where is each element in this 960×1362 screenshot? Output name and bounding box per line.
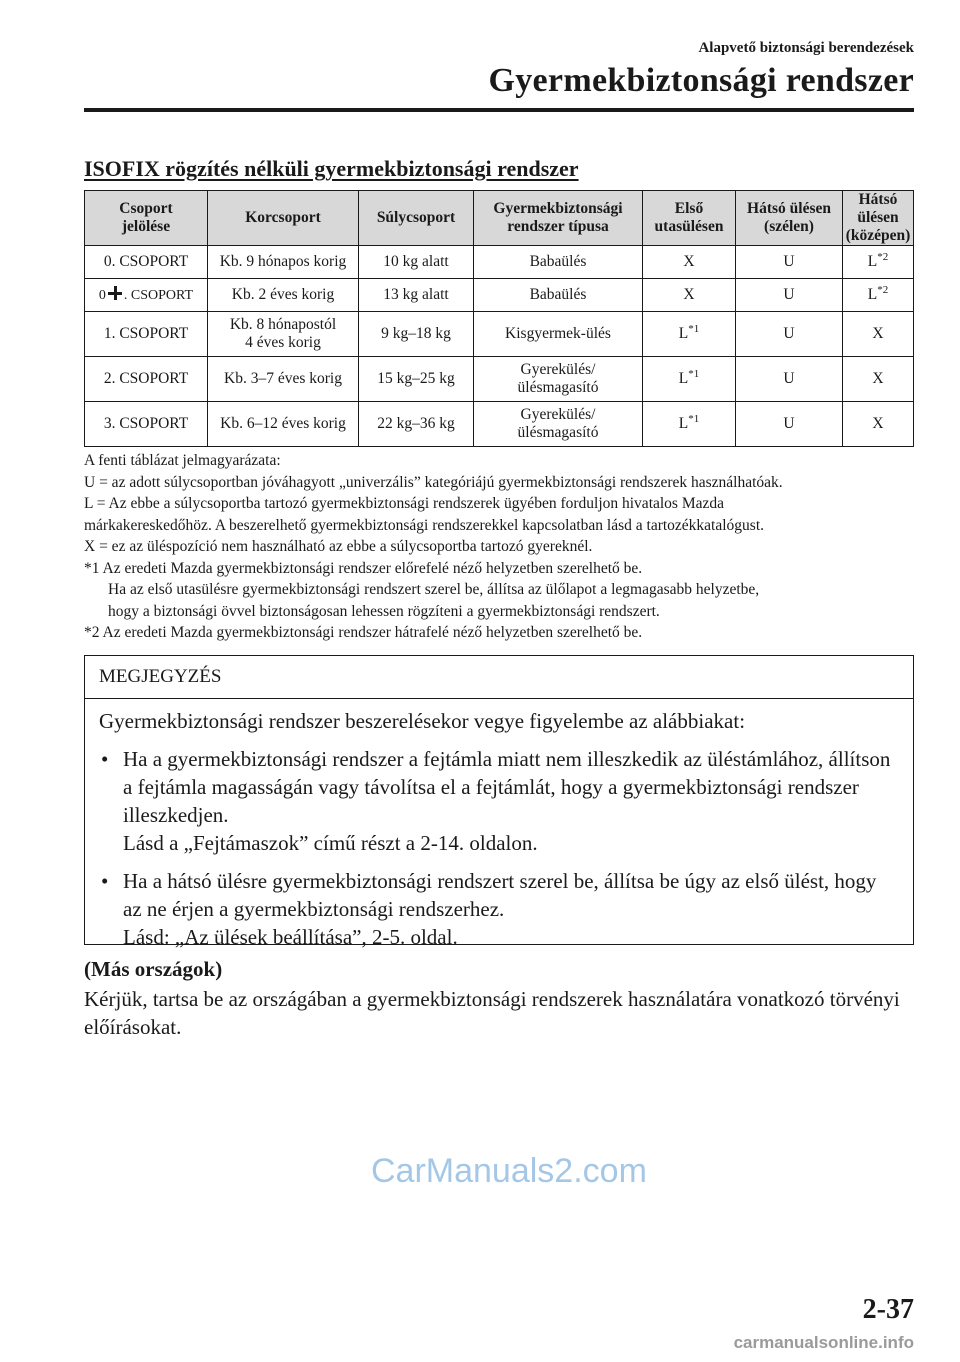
type-cell: Gyerekülés/ ülésmagasító <box>474 402 643 447</box>
note-bullet-ref: Lásd a „Fejtámaszok” című részt a 2-14. oldalon. <box>123 831 538 855</box>
age-cell: Kb. 3–7 éves korig <box>208 357 359 402</box>
note-bullet-ref: Lásd: „Az ülések beállítása”, 2-5. oldal. <box>123 925 458 949</box>
front-cell: $L^{*1}$ <box>643 402 736 447</box>
rear-middle-cell: $L^{*2}$ <box>843 279 914 312</box>
rear-middle-cell: X <box>843 402 914 447</box>
rear-side-cell: U <box>736 279 843 312</box>
legend-l-cont: márkakereskedőhöz. A beszerelhető gyermekbiztonsági rendszerekkel kapcsolatban lásd a tartozékkatalógust. <box>84 516 765 534</box>
page-number: 2-37 <box>862 1294 914 1325</box>
table-row <box>85 402 914 447</box>
age-cell: Kb. 6–12 éves korig <box>208 402 359 447</box>
age-cell: Kb. 8 hónapostól 4 éves korig <box>208 312 359 357</box>
age-cell: Kb. 9 hónapos korig <box>208 246 359 279</box>
rear-middle-cell: $L^{*2}$ <box>843 246 914 279</box>
front-cell: X <box>643 279 736 312</box>
col-header-age: Korcsoport <box>208 191 359 246</box>
weight-cell: 13 kg alatt <box>359 279 474 312</box>
front-cell: X <box>643 246 736 279</box>
table-row <box>85 312 914 357</box>
table-row <box>85 279 914 312</box>
other-countries-text: Kérjük, tartsa be az országában a gyermekbiztonsági rendszerek használatára vonatkozó törvényi előírásokat. <box>84 987 900 1039</box>
col-header-group: Csoport jelölése <box>85 191 208 246</box>
weight-cell: 9 kg–18 kg <box>359 312 474 357</box>
legend-l: L = Az ebbe a súlycsoportba tartozó gyermekbiztonsági rendszerek ügyében forduljon hivatalos Mazda <box>84 495 725 512</box>
note-bullet-text: Ha a hátsó ülésre gyermekbiztonsági rendszert szerel be, állítsa be úgy az első ülést, hogy az ne érjen a gyermekbiztonsági rendszerhez. <box>123 869 877 921</box>
footnote-1-cont: Ha az első utasülésre gyermekbiztonsági rendszert szerel be, állítsa az ülőlapot a legmagasabb helyzetbe, <box>108 581 760 598</box>
rear-side-cell: U <box>736 312 843 357</box>
group-cell: 1. CSOPORT <box>85 312 208 357</box>
running-header-title: Gyermekbiztonsági rendszer <box>488 62 914 99</box>
table-row <box>85 246 914 279</box>
bullet-icon: • <box>101 747 109 771</box>
plus-icon <box>108 286 122 300</box>
group-cell: 2. CSOPORT <box>85 357 208 402</box>
type-cell: Babaülés <box>474 279 643 312</box>
note-bullet <box>99 867 899 951</box>
table-row <box>85 357 914 402</box>
note-bullet <box>99 745 899 857</box>
group-cell: 0. CSOPORT <box>85 246 208 279</box>
rear-side-cell: U <box>736 402 843 447</box>
section-title: ISOFIX rögzítés nélküli gyermekbiztonsági rendszer <box>84 156 579 181</box>
front-cell: $L^{*1}$ <box>643 312 736 357</box>
type-cell: Gyerekülés/ ülésmagasító <box>474 357 643 402</box>
footnote-1-cont: hogy a biztonsági övvel biztonságosan lehessen rögzíteni a gyermekbiztonsági rendszert. <box>108 602 660 620</box>
col-header-weight: Súlycsoport <box>359 191 474 246</box>
table-legend <box>84 450 924 644</box>
footnote-2: *2 Az eredeti Mazda gyermekbiztonsági rendszer hátrafelé néző helyzetben szerelhető be. <box>84 624 643 641</box>
col-header-rear-middle: Hátsó ülésen (középen) <box>843 191 914 246</box>
table-header-row <box>85 191 914 246</box>
group-cell: 0 . CSOPORT <box>85 279 208 312</box>
footnote-1: *1 Az eredeti Mazda gyermekbiztonsági rendszer előrefelé néző helyzetben szerelhető be. <box>84 559 643 577</box>
legend-u: U = az adott súlycsoportban jóváhagyott „univerzális” kategóriájú gyermekbiztonsági rendszerek használhatóak. <box>84 473 783 491</box>
note-body <box>85 699 913 951</box>
watermark: CarManuals2.com <box>371 1152 647 1190</box>
legend-intro: A fenti táblázat jelmagyarázata: <box>84 452 281 469</box>
header-rule <box>84 108 914 112</box>
note-box <box>84 655 914 949</box>
bullet-icon: • <box>101 869 109 893</box>
legend-x: X = ez az üléspozíció nem használható az ebbe a súlycsoportba tartozó gyereknél. <box>84 538 593 555</box>
col-header-front: Első utasülésen <box>643 191 736 246</box>
note-bullet-text: Ha a gyermekbiztonsági rendszer a fejtámla miatt nem illeszkedik az üléstámlához, állítson a fejtámla magasságán vagy távolítsa el a fejtámlát, hogy a gyermekbiztonsági rendszer illeszkedjen. <box>123 747 891 827</box>
weight-cell: 10 kg alatt <box>359 246 474 279</box>
type-cell: Kisgyermek-ülés <box>474 312 643 357</box>
group-cell: 3. CSOPORT <box>85 402 208 447</box>
type-cell: Babaülés <box>474 246 643 279</box>
isofix-table <box>84 190 914 447</box>
col-header-type: Gyermekbiztonsági rendszer típusa <box>474 191 643 246</box>
weight-cell: 22 kg–36 kg <box>359 402 474 447</box>
note-heading: MEGJEGYZÉS <box>85 656 913 699</box>
weight-cell: 15 kg–25 kg <box>359 357 474 402</box>
other-countries-title: (Más országok) <box>84 957 223 981</box>
rear-middle-cell: X <box>843 312 914 357</box>
rear-side-cell: U <box>736 357 843 402</box>
rear-side-cell: U <box>736 246 843 279</box>
running-header-section: Alapvető biztonsági berendezések <box>698 40 914 56</box>
front-cell: $L^{*1}$ <box>643 357 736 402</box>
rear-middle-cell: X <box>843 357 914 402</box>
note-intro: Gyermekbiztonsági rendszer beszerelésekor vegye figyelembe az alábbiakat: <box>99 709 746 733</box>
age-cell: Kb. 2 éves korig <box>208 279 359 312</box>
footer-site: carmanualsonline.info <box>733 1333 914 1352</box>
col-header-rear-side: Hátsó ülésen (szélen) <box>736 191 843 246</box>
